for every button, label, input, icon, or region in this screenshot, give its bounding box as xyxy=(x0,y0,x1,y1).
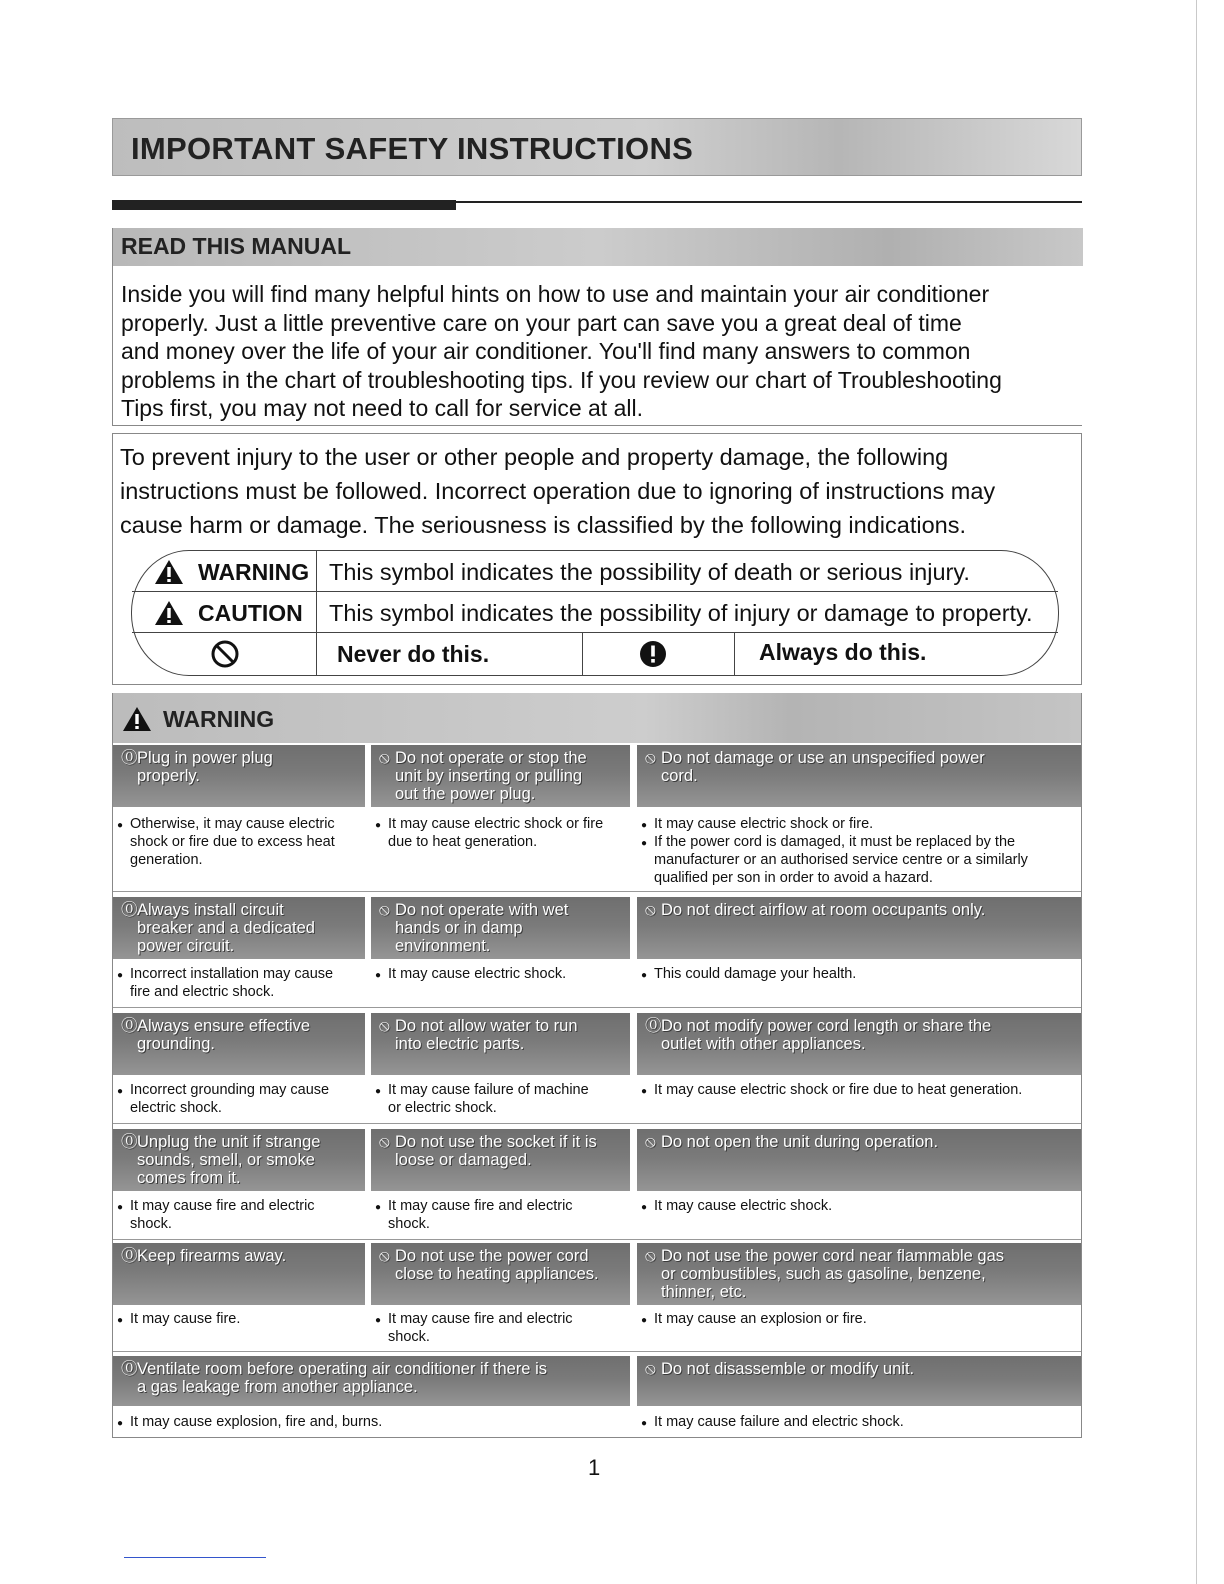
bullet-item xyxy=(117,815,365,869)
seriousness-section xyxy=(112,433,1082,685)
intro-line: cause harm or damage. The seriousness is classified by the following indications. xyxy=(120,512,966,538)
read-manual-heading: READ THIS MANUAL xyxy=(121,233,351,259)
warning-item-description xyxy=(375,1081,630,1117)
prohibited-icon: ⦸ xyxy=(379,1017,390,1035)
bullet-text-line: shock. xyxy=(388,1329,430,1345)
caution-triangle-icon xyxy=(154,600,184,626)
warning-item-header xyxy=(637,1013,1081,1075)
bullet-text-line: It may cause fire and electric xyxy=(388,1198,573,1214)
bullet-text-line: due to heat generation. xyxy=(388,834,538,850)
warning-item-header xyxy=(371,745,630,807)
bullet-item xyxy=(641,833,1081,887)
legend-always-text: Always do this. xyxy=(759,638,927,665)
bullet-item xyxy=(117,1413,630,1431)
warning-item-description xyxy=(375,1197,630,1233)
warning-item-title-line: thinner, etc. xyxy=(661,1283,747,1301)
read-manual-line: problems in the chart of troubleshooting tips. If you review our chart of Troubleshooting xyxy=(121,366,1002,393)
warning-item-description xyxy=(117,815,365,869)
warning-item-description xyxy=(117,1413,630,1431)
warning-item-description xyxy=(641,1413,1081,1431)
bullet-icon: ● xyxy=(117,1086,124,1097)
warning-item-title-line: into electric parts. xyxy=(395,1035,525,1053)
legend-mandatory-symbol xyxy=(638,637,668,671)
mandatory-icon: ⓪ xyxy=(121,749,138,767)
warning-section xyxy=(112,693,1082,1438)
bullet-text-line: electric shock. xyxy=(130,1100,222,1116)
prohibited-icon: ⦸ xyxy=(379,1133,390,1151)
prohibited-icon: ⦸ xyxy=(379,901,390,919)
warning-item-description xyxy=(641,815,1081,887)
mandatory-icon: ⓪ xyxy=(121,1360,138,1378)
bullet-text-line: If the power cord is damaged, it must be replaced by the xyxy=(654,834,1016,850)
warning-item-title-line: unit by inserting or pulling xyxy=(395,767,583,785)
bullet-text-line: manufacturer or an authorised service centre or a similarly xyxy=(654,852,1028,868)
warning-triangle-icon xyxy=(122,706,152,732)
legend-caution-desc: This symbol indicates the possibility of injury or damage to property. xyxy=(329,599,1033,626)
warning-item-title-line: environment. xyxy=(395,937,491,955)
warning-item-title-line: ⦸ Do not operate or stop the xyxy=(379,749,587,767)
legend-caution-label: CAUTION xyxy=(154,598,303,628)
bullet-icon: ● xyxy=(641,820,648,831)
prohibited-icon: ⦸ xyxy=(379,1247,390,1265)
warning-item-header xyxy=(637,897,1081,959)
mandatory-icon: ⓪ xyxy=(121,1133,138,1151)
warning-item-title-line: ⦸ Do not damage or use an unspecified power xyxy=(645,749,985,767)
row-divider xyxy=(113,1239,1081,1240)
bullet-text-line: shock. xyxy=(388,1216,430,1232)
warning-item-title-line: outlet with other appliances. xyxy=(661,1035,866,1053)
warning-item-title-line: ⦸ Do not open the unit during operation. xyxy=(645,1133,939,1151)
bullet-text-line: shock. xyxy=(130,1216,172,1232)
warning-item-title-line: grounding. xyxy=(137,1035,215,1053)
bullet-text-line: It may cause fire and electric xyxy=(130,1198,315,1214)
bullet-item xyxy=(641,815,1081,833)
bullet-item xyxy=(375,1310,630,1346)
bullet-text-line: It may cause electric shock. xyxy=(388,966,567,982)
title-banner xyxy=(112,118,1082,176)
warning-item-title-line: ⓪Keep firearms away. xyxy=(121,1247,287,1265)
mandatory-icon: ⓪ xyxy=(645,1017,662,1035)
read-manual-section xyxy=(112,228,1082,426)
bullet-item xyxy=(117,965,365,1001)
legend-prohibited-symbol xyxy=(210,637,240,671)
warning-item-header xyxy=(371,1013,630,1075)
bullet-text-line: It may cause electric shock or fire xyxy=(388,816,604,832)
bullet-icon: ● xyxy=(641,1418,648,1429)
bullet-text-line: It may cause failure and electric shock. xyxy=(654,1414,904,1430)
prohibited-icon: ⦸ xyxy=(379,749,390,767)
read-manual-body xyxy=(121,280,1076,423)
warning-item-title-line: ⓪Always install circuit xyxy=(121,901,284,919)
prohibited-icon xyxy=(210,639,240,669)
bullet-text-line: It may cause an explosion or fire. xyxy=(654,1311,867,1327)
warning-triangle-icon xyxy=(154,559,184,585)
warning-item-title-line: hands or in damp xyxy=(395,919,523,937)
bullet-icon: ● xyxy=(641,1202,648,1213)
row-divider xyxy=(113,1123,1081,1124)
warning-item-title-line: ⦸ Do not allow water to run xyxy=(379,1017,578,1035)
bullet-item xyxy=(375,815,630,851)
warning-section-header xyxy=(113,693,1081,743)
read-manual-line: Tips first, you may not need to call for service at all. xyxy=(121,395,643,421)
bullet-text-line: It may cause failure of machine xyxy=(388,1082,589,1098)
bullet-text-line: Incorrect installation may cause xyxy=(130,966,334,982)
bullet-icon: ● xyxy=(117,970,124,981)
bullet-icon: ● xyxy=(117,1418,124,1429)
read-manual-line: Inside you will find many helpful hints on how to use and maintain your air conditioner xyxy=(121,281,990,307)
bullet-text-line: or electric shock. xyxy=(388,1100,497,1116)
title-rule-thin xyxy=(112,201,1082,203)
warning-section-heading: WARNING xyxy=(163,706,275,732)
warning-item-title-line: ⓪Ventilate room before operating air conditioner if there is xyxy=(121,1360,547,1378)
page-title: IMPORTANT SAFETY INSTRUCTIONS xyxy=(131,131,694,166)
warning-item-description xyxy=(117,1081,365,1117)
warning-item-header xyxy=(371,1243,630,1305)
bullet-item xyxy=(117,1310,365,1328)
warning-item-header xyxy=(113,897,365,959)
bullet-icon: ● xyxy=(641,1086,648,1097)
warning-item-header xyxy=(113,745,365,807)
legend-never-text: Never do this. xyxy=(337,640,490,667)
warning-item-title-line: ⦸ Do not use the power cord near flammable gas xyxy=(645,1247,1005,1265)
warning-item-description xyxy=(641,1081,1081,1099)
bullet-icon: ● xyxy=(117,1202,124,1213)
warning-item-description xyxy=(641,1310,1081,1328)
warning-item-description xyxy=(117,965,365,1001)
warning-item-header xyxy=(113,1356,630,1406)
prohibited-icon: ⦸ xyxy=(645,1360,656,1378)
page-number: 1 xyxy=(588,1455,601,1480)
bullet-item xyxy=(641,1197,1081,1215)
bullet-text-line: It may cause electric shock. xyxy=(654,1198,833,1214)
symbol-legend-table xyxy=(131,550,1059,676)
prohibited-icon: ⦸ xyxy=(645,1247,656,1265)
prohibited-icon: ⦸ xyxy=(645,749,656,767)
warning-item-title-line: a gas leakage from another appliance. xyxy=(137,1378,418,1396)
warning-item-title-line: sounds, smell, or smoke xyxy=(137,1151,315,1169)
bullet-item xyxy=(641,1310,1081,1328)
prohibited-icon: ⦸ xyxy=(645,1133,656,1151)
bullet-text-line: fire and electric shock. xyxy=(130,984,275,1000)
bullet-item xyxy=(117,1197,365,1233)
legend-warning-desc: This symbol indicates the possibility of death or serious injury. xyxy=(329,558,970,585)
warning-item-title-line: ⓪Always ensure effective xyxy=(121,1017,311,1035)
warning-item-description xyxy=(375,815,630,851)
bullet-item xyxy=(641,965,1081,983)
bullet-text-line: This could damage your health. xyxy=(654,966,857,982)
warning-item-description xyxy=(375,965,630,983)
warning-item-title-line: ⦸ Do not use the socket if it is xyxy=(379,1133,597,1151)
page-edge-line xyxy=(1196,0,1197,1584)
warning-item-title-line: close to heating appliances. xyxy=(395,1265,599,1283)
warning-item-title-line: power circuit. xyxy=(137,937,235,955)
warning-item-title-line: properly. xyxy=(137,767,200,785)
bullet-text-line: Otherwise, it may cause electric xyxy=(130,816,335,832)
intro-line: To prevent injury to the user or other people and property damage, the following xyxy=(120,444,949,470)
footnote-rule xyxy=(124,1557,266,1558)
bullet-item xyxy=(641,1413,1081,1431)
read-manual-header xyxy=(113,228,1083,266)
warning-item-header xyxy=(637,1356,1081,1406)
row-divider xyxy=(113,891,1081,892)
bullet-text-line: generation. xyxy=(130,852,203,868)
bullet-icon: ● xyxy=(375,1202,382,1213)
warning-item-description xyxy=(641,965,1081,983)
bullet-icon: ● xyxy=(375,1086,382,1097)
bullet-icon: ● xyxy=(375,820,382,831)
bullet-text-line: It may cause electric shock or fire. xyxy=(654,816,874,832)
row-divider xyxy=(113,1007,1081,1008)
warning-item-header xyxy=(637,1129,1081,1191)
bullet-icon: ● xyxy=(375,1315,382,1326)
warning-item-header xyxy=(371,1129,630,1191)
mandatory-icon: ⓪ xyxy=(121,901,138,919)
bullet-icon: ● xyxy=(641,1315,648,1326)
bullet-icon: ● xyxy=(641,970,648,981)
warning-item-title-line: loose or damaged. xyxy=(395,1151,532,1169)
bullet-item xyxy=(117,1081,365,1117)
row-divider xyxy=(113,1351,1081,1352)
warning-item-title-line: ⓪Do not modify power cord length or share the xyxy=(645,1017,992,1035)
warning-item-header xyxy=(113,1243,365,1305)
warning-item-title-line: ⦸ Do not use the power cord xyxy=(379,1247,589,1265)
bullet-text-line: shock or fire due to excess heat xyxy=(130,834,335,850)
bullet-item xyxy=(375,965,630,983)
bullet-icon: ● xyxy=(117,1315,124,1326)
intro-line: instructions must be followed. Incorrect operation due to ignoring of instructions may xyxy=(120,478,996,504)
bullet-item xyxy=(375,1081,630,1117)
bullet-icon: ● xyxy=(641,838,648,849)
warning-item-description xyxy=(375,1310,630,1346)
seriousness-intro xyxy=(120,440,1075,542)
warning-item-description xyxy=(117,1310,365,1328)
bullet-text-line: It may cause fire. xyxy=(130,1311,241,1327)
warning-item-title-line: ⓪Unplug the unit if strange xyxy=(121,1133,321,1151)
bullet-text-line: qualified per son in order to avoid a hazard. xyxy=(654,870,933,886)
warning-item-title-line: ⦸ Do not disassemble or modify unit. xyxy=(645,1360,915,1378)
bullet-text-line: It may cause electric shock or fire due to heat generation. xyxy=(654,1082,1023,1098)
mandatory-icon: ⓪ xyxy=(121,1247,138,1265)
warning-item-title-line: out the power plug. xyxy=(395,785,536,803)
warning-item-header xyxy=(113,1129,365,1191)
mandatory-icon: ⓪ xyxy=(121,1017,138,1035)
bullet-icon: ● xyxy=(375,970,382,981)
bullet-text-line: Incorrect grounding may cause xyxy=(130,1082,330,1098)
bullet-icon: ● xyxy=(117,820,124,831)
bullet-text-line: It may cause fire and electric xyxy=(388,1311,573,1327)
bullet-item xyxy=(641,1081,1081,1099)
read-manual-line: and money over the life of your air conditioner. You'll find many answers to common xyxy=(121,338,971,364)
bullet-text-line: It may cause explosion, fire and, burns. xyxy=(130,1414,383,1430)
legend-warning-label: WARNING xyxy=(154,557,309,587)
warning-item-title-line: comes from it. xyxy=(137,1169,241,1187)
warning-item-title-line: or combustibles, such as gasoline, benzene, xyxy=(661,1265,986,1283)
warning-item-title-line: ⦸ Do not direct airflow at room occupants only. xyxy=(645,901,986,919)
warning-item-title-line: ⓪Plug in power plug xyxy=(121,749,273,767)
warning-item-title-line: breaker and a dedicated xyxy=(137,919,315,937)
exclamation-circle-icon xyxy=(638,639,668,669)
warning-item-header xyxy=(371,897,630,959)
warning-item-title-line: cord. xyxy=(661,767,698,785)
warning-item-title-line: ⦸ Do not operate with wet xyxy=(379,901,569,919)
warning-item-header xyxy=(113,1013,365,1075)
warning-item-header xyxy=(637,745,1081,807)
read-manual-line: properly. Just a little preventive care on your part can save you a great deal of time xyxy=(121,309,962,336)
warning-item-description xyxy=(641,1197,1081,1215)
warning-item-description xyxy=(117,1197,365,1233)
prohibited-icon: ⦸ xyxy=(645,901,656,919)
warning-item-header xyxy=(637,1243,1081,1305)
bullet-item xyxy=(375,1197,630,1233)
